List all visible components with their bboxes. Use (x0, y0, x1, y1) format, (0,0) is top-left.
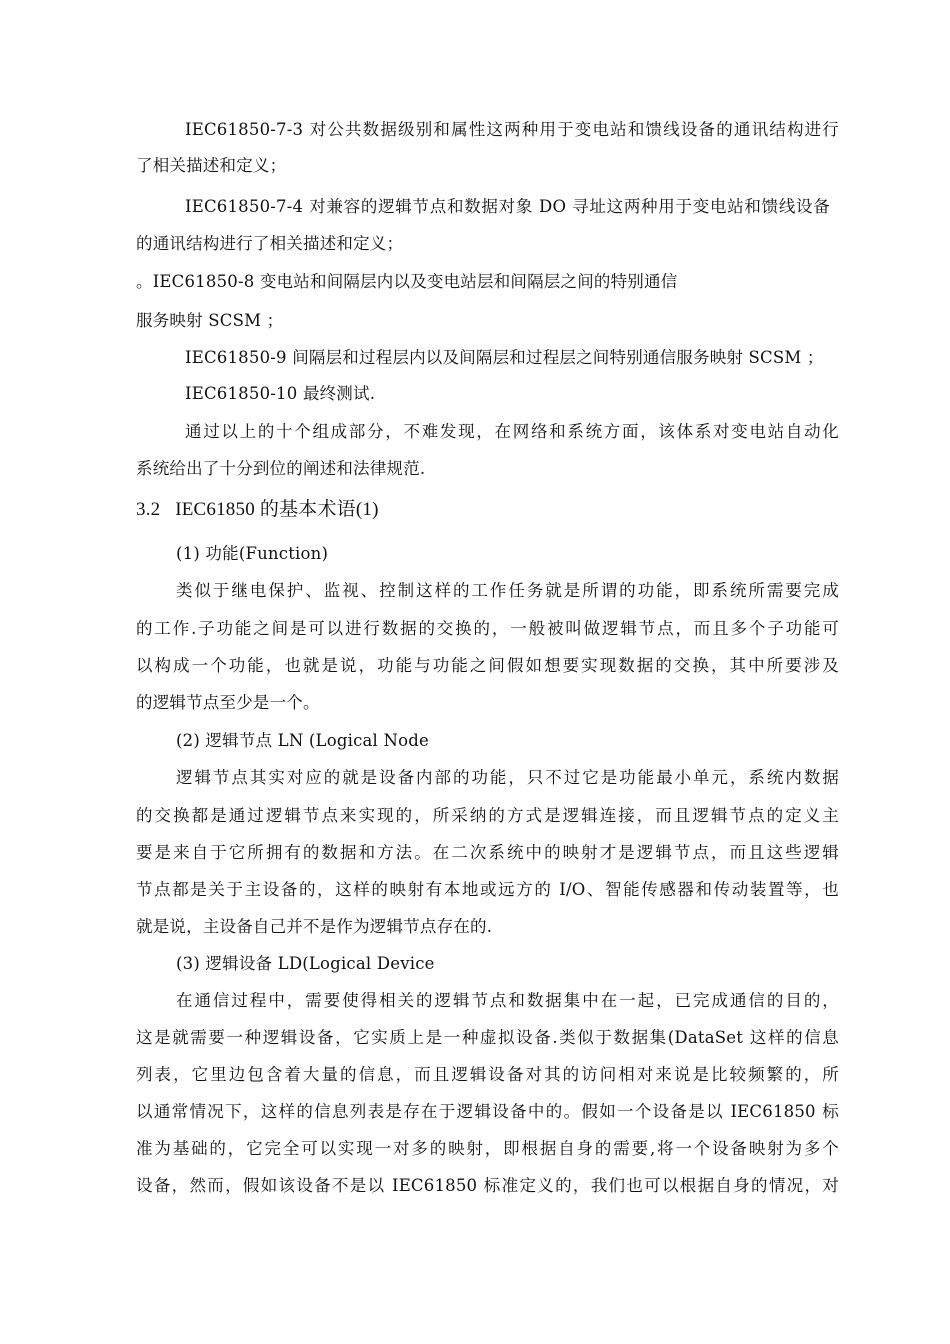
summary-line-2: 系统给出了十分到位的阐述和法律规范. (136, 459, 426, 478)
term-3-title: (3) 逻辑设备 LD(Logical Device (176, 954, 435, 973)
term-2-line-2: 的交换都是通过逻辑节点来实现的，所采纳的方式是逻辑连接，而且逻辑节点的定义主 (136, 806, 839, 825)
term-2-line-3: 要是来自于它所拥有的数据和方法。在二次系统中的映射才是逻辑节点，而且这些逻辑 (136, 843, 839, 862)
term-3-line-1: 在通信过程中，需要使得相关的逻辑节点和数据集中在一起，已完成通信的目的， (176, 991, 839, 1010)
term-2-line-5: 就是说，主设备自己并不是作为逻辑节点存在的. (136, 917, 493, 936)
term-3-line-2: 这是就需要一种逻辑设备，它实质上是一种虚拟设备.类似于数据集(DataSet 这样的信息 (136, 1028, 839, 1047)
list-item-8-line1: 。IEC61850-8 变电站和间隔层内以及变电站层和间隔层之间的特别通信 (136, 272, 678, 291)
list-item-8-line2: 服务映射 SCSM ； (136, 311, 284, 330)
list-item-7-4-line1: IEC61850-7-4 对兼容的逻辑节点和数据对象 DO 寻址这两种用于变电站和馈线设备 (185, 197, 830, 216)
list-item-7-4-line2: 的通讯结构进行了相关描述和定义； (136, 234, 404, 253)
term-1-line-2: 的工作.子功能之间是可以进行数据的交换的，一般被叫做逻辑节点，而且多个子功能可 (136, 619, 839, 638)
term-2-title: (2) 逻辑节点 LN (Logical Node (176, 731, 429, 750)
term-2-line-4: 节点都是关于主设备的，这样的映射有本地或远方的 I/O、智能传感器和传动装置等，也 (136, 880, 839, 899)
term-1-title: (1) 功能(Function) (176, 544, 329, 563)
section-heading: 3.2 IEC61850 的基本术语(1) (136, 499, 379, 520)
list-item-7-3-line2: 了相关描述和定义； (136, 156, 287, 175)
summary-line-1: 通过以上的十个组成部分，不难发现，在网络和系统方面，该体系对变电站自动化 (185, 422, 839, 441)
term-2-line-1: 逻辑节点其实对应的就是设备内部的功能，只不过它是功能最小单元，系统内数据 (176, 768, 839, 787)
list-item-7-3-line1: IEC61850-7-3 对公共数据级别和属性这两种用于变电站和馈线设备的通讯结构进行 (185, 120, 839, 139)
list-item-10: IEC61850-10 最终测试. (185, 384, 376, 403)
term-1-line-4: 的逻辑节点至少是一个。 (136, 693, 320, 712)
term-1-line-3: 以构成一个功能，也就是说，功能与功能之间假如想要实现数据的交换，其中所要涉及 (136, 656, 839, 675)
term-3-line-4: 以通常情况下，这样的信息列表是存在于逻辑设备中的。假如一个设备是以 IEC61850 标 (136, 1102, 839, 1121)
term-3-line-6: 设备，然而，假如该设备不是以 IEC61850 标准定义的，我们也可以根据自身的情况，对 (136, 1176, 839, 1195)
term-1-line-1: 类似于继电保护、监视、控制这样的工作任务就是所谓的功能，即系统所需要完成 (176, 581, 839, 600)
term-3-line-5: 准为基础的，它完全可以实现一对多的映射，即根据自身的需要,将一个设备映射为多个 (136, 1139, 839, 1158)
term-3-line-3: 列表，它里边包含着大量的信息，而且逻辑设备对其的访问相对来说是比较频繁的，所 (136, 1065, 839, 1084)
list-item-9: IEC61850-9 间隔层和过程层内以及间隔层和过程层之间特别通信服务映射 SCSM ； (185, 348, 824, 367)
